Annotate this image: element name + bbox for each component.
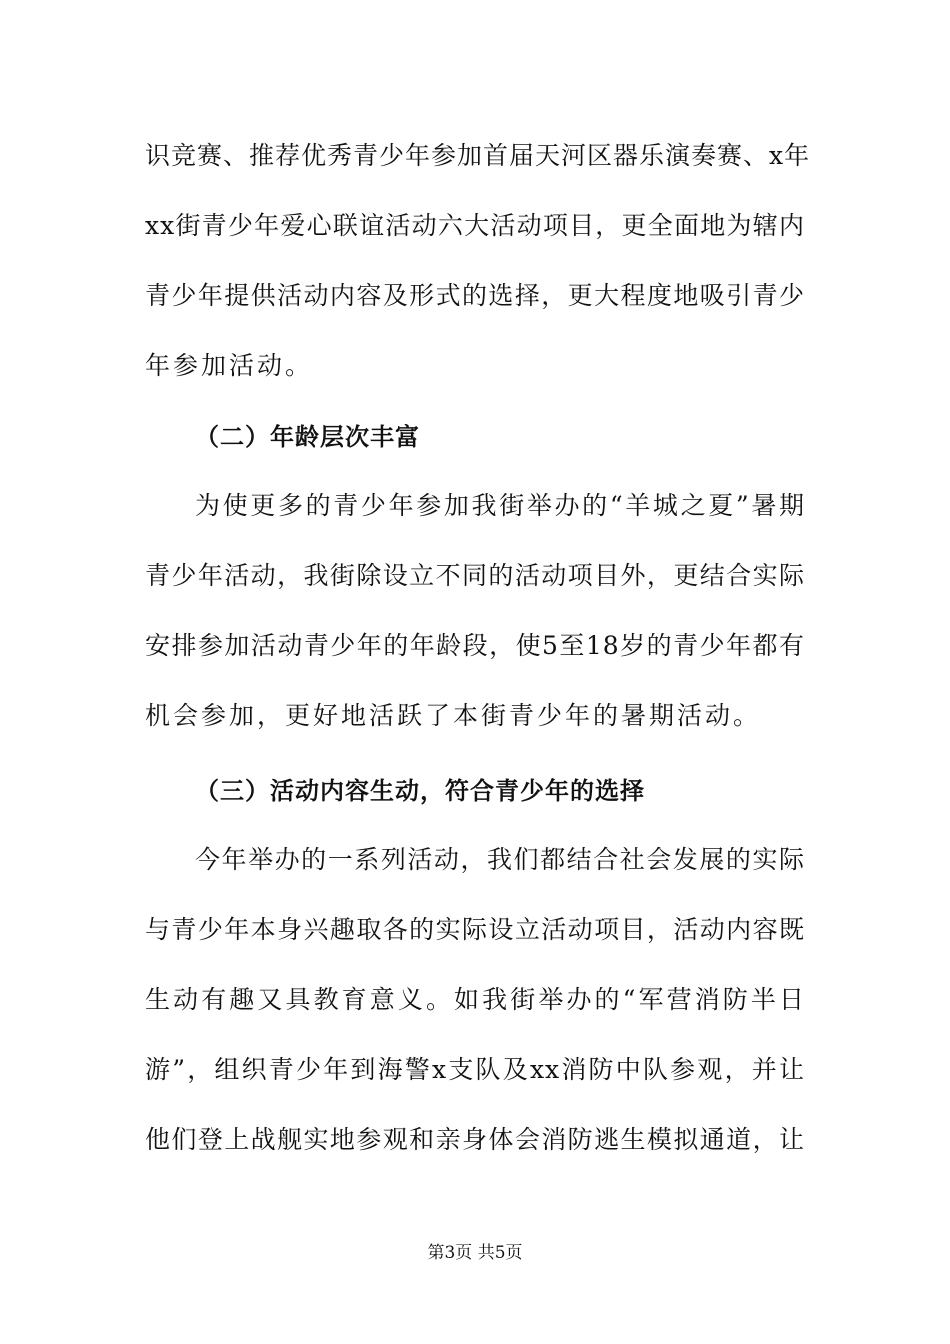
- paragraph-1-line-1: 识竞赛、推荐优秀青少年参加首届天河区器乐演奏赛、x年: [145, 141, 811, 170]
- paragraph-3-line-5: 他们登上战舰实地参观和亲身体会消防逃生模拟通道，让: [145, 1125, 805, 1154]
- paragraph-2-line-4: 机会参加，更好地活跃了本街青少年的暑期活动。: [145, 701, 762, 730]
- paragraph-3-line-1: 今年举办的一系列活动，我们都结合社会发展的实际: [195, 845, 805, 874]
- paragraph-2-line-2: 青少年活动，我街除设立不同的活动项目外，更结合实际: [145, 561, 805, 590]
- paragraph-1-line-3: 青少年提供活动内容及形式的选择，更大程度地吸引青少: [145, 281, 805, 310]
- paragraph-2-line-1: 为使更多的青少年参加我街举办的“羊城之夏”暑期: [195, 491, 805, 520]
- paragraph-3-line-2: 与青少年本身兴趣取各的实际设立活动项目，活动内容既: [145, 915, 805, 944]
- section-heading-2: （二）年龄层次丰富: [195, 423, 420, 451]
- section-heading-3: （三）活动内容生动，符合青少年的选择: [195, 777, 645, 805]
- paragraph-2-line-3: 安排参加活动青少年的年龄段，使5至18岁的青少年都有: [145, 631, 805, 660]
- paragraph-1-line-4: 年参加活动。: [145, 351, 314, 380]
- paragraph-3-line-3: 生动有趣又具教育意义。如我街举办的“军营消防半日: [145, 985, 805, 1014]
- paragraph-1-line-2: xx街青少年爱心联谊活动六大活动项目，更全面地为辖内: [145, 211, 805, 240]
- paragraph-3-line-4: 游”，组织青少年到海警x支队及xx消防中队参观，并让: [145, 1055, 805, 1084]
- page-number-footer: 第3页 共5页: [427, 1243, 523, 1263]
